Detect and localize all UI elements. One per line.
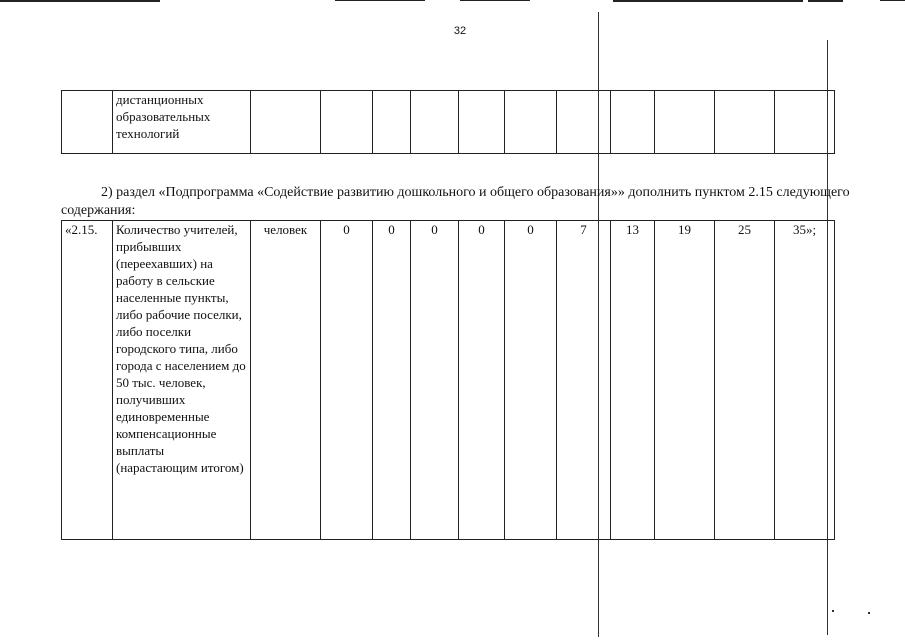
unit-cell: человек bbox=[251, 221, 321, 540]
value-cell: 0 bbox=[411, 221, 459, 540]
value-cell bbox=[655, 91, 715, 154]
value-cell: 0 bbox=[321, 221, 373, 540]
scan-speck bbox=[868, 612, 870, 614]
scan-edge-line bbox=[613, 0, 803, 2]
value-cell bbox=[251, 91, 321, 154]
value-cell bbox=[557, 91, 611, 154]
table-row bbox=[62, 221, 835, 540]
scan-speck bbox=[832, 610, 834, 612]
value-cell: 25 bbox=[715, 221, 775, 540]
value-cell: 0 bbox=[459, 221, 505, 540]
table-row bbox=[62, 91, 835, 154]
scan-edge-line bbox=[808, 0, 843, 2]
value-cell bbox=[373, 91, 411, 154]
scan-edge-line bbox=[460, 0, 530, 1]
page-number: 32 bbox=[453, 25, 467, 37]
indicator-text-cell: дистанционных образовательных технологий bbox=[113, 91, 251, 154]
table-new-item bbox=[61, 220, 835, 540]
value-cell: 0 bbox=[373, 221, 411, 540]
row-index-cell bbox=[62, 91, 113, 154]
value-cell bbox=[611, 91, 655, 154]
value-cell: 19 bbox=[655, 221, 715, 540]
value-cell bbox=[459, 91, 505, 154]
value-cell: 0 bbox=[505, 221, 557, 540]
scan-edge-line bbox=[880, 0, 905, 1]
value-cell: 35»; bbox=[775, 221, 835, 540]
value-cell: 13 bbox=[611, 221, 655, 540]
value-cell bbox=[775, 91, 835, 154]
value-cell bbox=[715, 91, 775, 154]
scan-edge-line bbox=[0, 0, 160, 2]
value-cell bbox=[505, 91, 557, 154]
row-index-cell: «2.15. bbox=[62, 221, 113, 540]
value-cell bbox=[321, 91, 373, 154]
amendment-paragraph: 2) раздел «Подпрограмма «Содействие развитию дошкольного и общего образования»» дополнить пунктом 2.15 следующего содержания: bbox=[61, 185, 850, 218]
table-continuation bbox=[61, 90, 835, 154]
value-cell: 7 bbox=[557, 221, 611, 540]
scan-edge-line bbox=[335, 0, 425, 1]
indicator-text-cell: Количество учителей, прибывших (переехавших) на работу в сельские населенные пункты, либо рабочие поселки, либо поселки городского типа, либо города с населением до 50 тыс. человек, получивших единовременные компенсационные выплаты (нарастающим итогом) bbox=[113, 221, 251, 540]
value-cell bbox=[411, 91, 459, 154]
